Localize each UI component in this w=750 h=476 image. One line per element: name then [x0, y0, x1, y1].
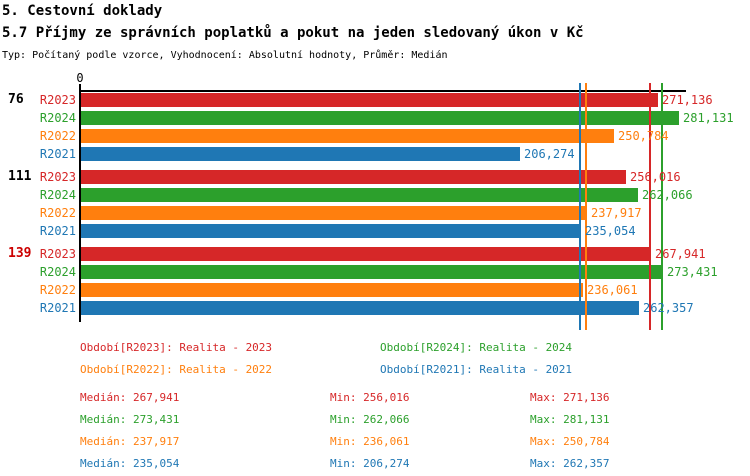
- legend-item-R2021: Období[R2021]: Realita - 2021: [380, 363, 573, 376]
- bar-R2021: [81, 224, 581, 238]
- bar-row-label: R2021: [39, 147, 76, 161]
- bar-R2023: [81, 170, 626, 184]
- group-label: 76: [8, 92, 24, 107]
- stat-min-R2021: Min: 206,274: [330, 457, 410, 470]
- x-axis-line: [79, 90, 686, 92]
- stat-min-R2022: Min: 236,061: [330, 435, 410, 448]
- bar-value-label: 271,136: [662, 93, 713, 107]
- bar-R2022: [81, 206, 587, 220]
- stat-max-R2023: Max: 271,136: [530, 391, 610, 404]
- stat-max-R2024: Max: 281,131: [530, 413, 610, 426]
- bar-value-label: 250,784: [618, 129, 669, 143]
- bar-value-label: 236,061: [587, 283, 638, 297]
- stat-median-R2023: Medián: 267,941: [80, 391, 180, 404]
- bar-value-label: 206,274: [524, 147, 575, 161]
- group-label: 111: [8, 169, 32, 184]
- bar-row-label: R2023: [39, 93, 76, 107]
- bar-value-label: 281,131: [683, 111, 734, 125]
- bar-value-label: 273,431: [667, 265, 718, 279]
- bar-R2023: [81, 247, 651, 261]
- median-line-R2021: [579, 83, 581, 330]
- stat-median-R2024: Medián: 273,431: [80, 413, 180, 426]
- bar-row-label: R2021: [39, 301, 76, 315]
- bar-row-label: R2024: [39, 111, 76, 125]
- stat-max-R2022: Max: 250,784: [530, 435, 610, 448]
- bar-value-label: 256,016: [630, 170, 681, 184]
- bar-row-label: R2022: [39, 206, 76, 220]
- legend-item-R2022: Období[R2022]: Realita - 2022: [80, 363, 273, 376]
- bar-row-label: R2022: [39, 129, 76, 143]
- bar-value-label: 262,066: [642, 188, 693, 202]
- bar-row-label: R2022: [39, 283, 76, 297]
- header-chart-title: 5.7 Příjmy ze správních poplatků a pokut na jeden sledovaný úkon v Kč: [2, 25, 584, 41]
- stat-median-R2022: Medián: 237,917: [80, 435, 180, 448]
- bar-R2021: [81, 147, 520, 161]
- bar-R2024: [81, 265, 663, 279]
- bar-R2024: [81, 111, 679, 125]
- median-line-R2023: [649, 83, 651, 330]
- bar-R2022: [81, 129, 614, 143]
- bar-value-label: 237,917: [591, 206, 642, 220]
- bar-value-label: 262,357: [643, 301, 694, 315]
- bar-R2021: [81, 301, 639, 315]
- bar-row-label: R2024: [39, 188, 76, 202]
- stat-min-R2024: Min: 262,066: [330, 413, 410, 426]
- bar-R2024: [81, 188, 638, 202]
- stat-median-R2021: Medián: 235,054: [80, 457, 180, 470]
- legend-item-R2023: Období[R2023]: Realita - 2023: [80, 341, 273, 354]
- header-section-title: 5. Cestovní doklady: [2, 3, 163, 19]
- bar-row-label: R2023: [39, 170, 76, 184]
- x-axis-origin-label: 0: [76, 71, 84, 85]
- bar-R2022: [81, 283, 583, 297]
- group-label: 139: [8, 246, 32, 261]
- stat-max-R2021: Max: 262,357: [530, 457, 610, 470]
- bar-row-label: R2024: [39, 265, 76, 279]
- bar-row-label: R2023: [39, 247, 76, 261]
- median-line-R2024: [661, 83, 663, 330]
- header-meta-line: Typ: Počítaný podle vzorce, Vyhodnocení: Absolutní hodnoty, Průměr: Medián: [2, 50, 448, 61]
- bar-value-label: 235,054: [585, 224, 636, 238]
- bar-row-label: R2021: [39, 224, 76, 238]
- bar-value-label: 267,941: [655, 247, 706, 261]
- bar-R2023: [81, 93, 658, 107]
- legend-item-R2024: Období[R2024]: Realita - 2024: [380, 341, 573, 354]
- stat-min-R2023: Min: 256,016: [330, 391, 410, 404]
